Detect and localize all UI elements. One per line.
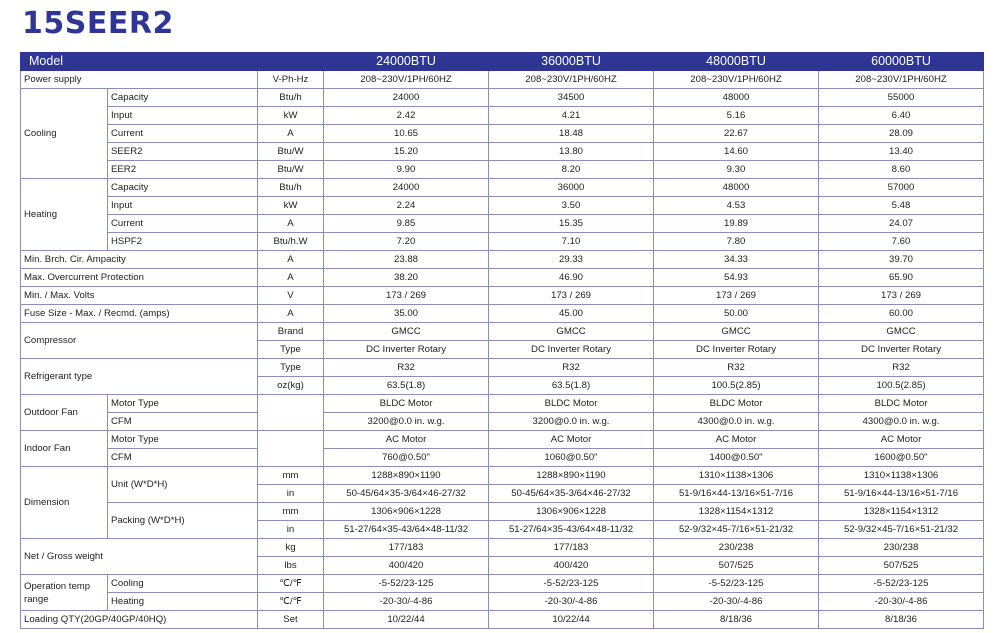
table-row bbox=[21, 305, 984, 323]
unit-cell: V bbox=[258, 287, 324, 305]
table-row bbox=[21, 611, 984, 629]
value-cell: DC Inverter Rotary bbox=[324, 341, 489, 359]
value-cell: 39.70 bbox=[819, 251, 984, 269]
value-cell: 50.00 bbox=[654, 305, 819, 323]
value-cell: -5-52/23-125 bbox=[654, 575, 819, 593]
unit-cell: mm bbox=[258, 503, 324, 521]
unit-cell: A bbox=[258, 251, 324, 269]
value-cell: 208~230V/1PH/60HZ bbox=[654, 71, 819, 89]
unit-cell: Brand bbox=[258, 323, 324, 341]
unit-cell: Type bbox=[258, 359, 324, 377]
table-row bbox=[21, 233, 984, 251]
group-label: Indoor Fan bbox=[21, 431, 108, 467]
value-cell: 173 / 269 bbox=[819, 287, 984, 305]
table-row bbox=[21, 395, 984, 413]
table-row bbox=[21, 269, 984, 287]
unit-cell: Btu/W bbox=[258, 161, 324, 179]
value-cell: 5.48 bbox=[819, 197, 984, 215]
unit-cell: Set bbox=[258, 611, 324, 629]
row-label: Max. Overcurrent Protection bbox=[21, 269, 258, 287]
value-cell: 7.60 bbox=[819, 233, 984, 251]
table-row bbox=[21, 503, 984, 521]
header-col: 48000BTU bbox=[654, 53, 819, 71]
value-cell: 52-9/32×45-7/16×51-21/32 bbox=[819, 521, 984, 539]
value-cell: 2.24 bbox=[324, 197, 489, 215]
row-label: Heating bbox=[108, 593, 258, 611]
table-row bbox=[21, 287, 984, 305]
unit-cell bbox=[258, 395, 324, 431]
value-cell: 507/525 bbox=[819, 557, 984, 575]
value-cell: 1306×906×1228 bbox=[324, 503, 489, 521]
group-label: Dimension bbox=[21, 467, 108, 539]
row-label: Packing (W*D*H) bbox=[108, 503, 258, 539]
table-row bbox=[21, 125, 984, 143]
unit-cell: A bbox=[258, 269, 324, 287]
row-label: SEER2 bbox=[108, 143, 258, 161]
value-cell: R32 bbox=[324, 359, 489, 377]
value-cell: 8/18/36 bbox=[819, 611, 984, 629]
value-cell: 28.09 bbox=[819, 125, 984, 143]
row-label: Capacity bbox=[108, 89, 258, 107]
value-cell: -5-52/23-125 bbox=[324, 575, 489, 593]
value-cell: 3.50 bbox=[489, 197, 654, 215]
table-row bbox=[21, 575, 984, 593]
value-cell: 208~230V/1PH/60HZ bbox=[489, 71, 654, 89]
value-cell: 7.80 bbox=[654, 233, 819, 251]
group-label: Net / Gross weight bbox=[21, 539, 258, 575]
value-cell: 208~230V/1PH/60HZ bbox=[819, 71, 984, 89]
value-cell: 50-45/64×35-3/64×46-27/32 bbox=[489, 485, 654, 503]
value-cell: 1328×1154×1312 bbox=[654, 503, 819, 521]
value-cell: 230/238 bbox=[819, 539, 984, 557]
value-cell: 177/183 bbox=[489, 539, 654, 557]
unit-cell: ℃/℉ bbox=[258, 593, 324, 611]
value-cell: 45.00 bbox=[489, 305, 654, 323]
value-cell: 13.80 bbox=[489, 143, 654, 161]
value-cell: 230/238 bbox=[654, 539, 819, 557]
value-cell: 9.30 bbox=[654, 161, 819, 179]
unit-cell: Btu/h bbox=[258, 179, 324, 197]
value-cell: 34.33 bbox=[654, 251, 819, 269]
value-cell: 57000 bbox=[819, 179, 984, 197]
unit-cell: Type bbox=[258, 341, 324, 359]
value-cell: 100.5(2.85) bbox=[819, 377, 984, 395]
value-cell: 1306×906×1228 bbox=[489, 503, 654, 521]
row-label: Unit (W*D*H) bbox=[108, 467, 258, 503]
value-cell: 52-9/32×45-7/16×51-21/32 bbox=[654, 521, 819, 539]
value-cell: 29.33 bbox=[489, 251, 654, 269]
value-cell: 10/22/44 bbox=[489, 611, 654, 629]
value-cell: 8.60 bbox=[819, 161, 984, 179]
value-cell: 400/420 bbox=[324, 557, 489, 575]
value-cell: 36000 bbox=[489, 179, 654, 197]
unit-cell: Btu/h bbox=[258, 89, 324, 107]
value-cell: -20-30/-4-86 bbox=[324, 593, 489, 611]
header-model: Model bbox=[21, 53, 324, 71]
value-cell: AC Motor bbox=[489, 431, 654, 449]
value-cell: DC Inverter Rotary bbox=[819, 341, 984, 359]
value-cell: AC Motor bbox=[654, 431, 819, 449]
row-label: CFM bbox=[108, 449, 258, 467]
value-cell: 7.10 bbox=[489, 233, 654, 251]
row-label: Current bbox=[108, 215, 258, 233]
value-cell: R32 bbox=[654, 359, 819, 377]
value-cell: 14.60 bbox=[654, 143, 819, 161]
group-label: Heating bbox=[21, 179, 108, 251]
value-cell: 15.20 bbox=[324, 143, 489, 161]
value-cell: 507/525 bbox=[654, 557, 819, 575]
value-cell: 48000 bbox=[654, 179, 819, 197]
group-label: Outdoor Fan bbox=[21, 395, 108, 431]
value-cell: 35.00 bbox=[324, 305, 489, 323]
value-cell: 173 / 269 bbox=[489, 287, 654, 305]
value-cell: 23.88 bbox=[324, 251, 489, 269]
unit-cell: kW bbox=[258, 107, 324, 125]
table-row bbox=[21, 323, 984, 341]
page-title: 15SEER2 bbox=[22, 6, 174, 41]
group-label: Refrigerant type bbox=[21, 359, 258, 395]
unit-cell: V-Ph-Hz bbox=[258, 71, 324, 89]
table-row bbox=[21, 449, 984, 467]
table-row bbox=[21, 71, 984, 89]
unit-cell: A bbox=[258, 125, 324, 143]
table-row bbox=[21, 251, 984, 269]
table-row bbox=[21, 539, 984, 557]
value-cell: 3200@0.0 in. w.g. bbox=[489, 413, 654, 431]
value-cell: 1310×1138×1306 bbox=[819, 467, 984, 485]
value-cell: 50-45/64×35-3/64×46-27/32 bbox=[324, 485, 489, 503]
unit-cell: A bbox=[258, 215, 324, 233]
row-label: Input bbox=[108, 107, 258, 125]
value-cell: 4.53 bbox=[654, 197, 819, 215]
value-cell: 1328×1154×1312 bbox=[819, 503, 984, 521]
value-cell: 9.85 bbox=[324, 215, 489, 233]
group-label: Compressor bbox=[21, 323, 258, 359]
row-label: Current bbox=[108, 125, 258, 143]
value-cell: 48000 bbox=[654, 89, 819, 107]
value-cell: 63.5(1.8) bbox=[489, 377, 654, 395]
value-cell: 1288×890×1190 bbox=[489, 467, 654, 485]
value-cell: 1310×1138×1306 bbox=[654, 467, 819, 485]
unit-cell: in bbox=[258, 485, 324, 503]
value-cell: 65.90 bbox=[819, 269, 984, 287]
value-cell: 1288×890×1190 bbox=[324, 467, 489, 485]
unit-cell: A bbox=[258, 305, 324, 323]
unit-cell: Btu/h.W bbox=[258, 233, 324, 251]
value-cell: 54.93 bbox=[654, 269, 819, 287]
value-cell: 4.21 bbox=[489, 107, 654, 125]
unit-cell: kg bbox=[258, 539, 324, 557]
value-cell: 3200@0.0 in. w.g. bbox=[324, 413, 489, 431]
value-cell: BLDC Motor bbox=[324, 395, 489, 413]
value-cell: 10.65 bbox=[324, 125, 489, 143]
value-cell: 51-27/64×35-43/64×48-11/32 bbox=[324, 521, 489, 539]
table-row bbox=[21, 359, 984, 377]
row-label: Loading QTY(20GP/40GP/40HQ) bbox=[21, 611, 258, 629]
row-label: Power supply bbox=[21, 71, 258, 89]
unit-cell: lbs bbox=[258, 557, 324, 575]
value-cell: 13.40 bbox=[819, 143, 984, 161]
value-cell: GMCC bbox=[819, 323, 984, 341]
table-header-row bbox=[21, 53, 984, 71]
value-cell: -20-30/-4-86 bbox=[654, 593, 819, 611]
row-label: Motor Type bbox=[108, 431, 258, 449]
value-cell: 4300@0.0 in. w.g. bbox=[654, 413, 819, 431]
value-cell: 173 / 269 bbox=[324, 287, 489, 305]
value-cell: 24.07 bbox=[819, 215, 984, 233]
value-cell: 1060@0.50" bbox=[489, 449, 654, 467]
group-label: Operation temp range bbox=[21, 575, 108, 611]
value-cell: DC Inverter Rotary bbox=[489, 341, 654, 359]
spec-table bbox=[20, 52, 984, 629]
value-cell: 10/22/44 bbox=[324, 611, 489, 629]
row-label: Min. Brch. Cir. Ampacity bbox=[21, 251, 258, 269]
unit-cell: oz(kg) bbox=[258, 377, 324, 395]
value-cell: BLDC Motor bbox=[489, 395, 654, 413]
value-cell: 22.67 bbox=[654, 125, 819, 143]
value-cell: 4300@0.0 in. w.g. bbox=[819, 413, 984, 431]
value-cell: 2.42 bbox=[324, 107, 489, 125]
value-cell: GMCC bbox=[324, 323, 489, 341]
header-col: 36000BTU bbox=[489, 53, 654, 71]
value-cell: -5-52/23-125 bbox=[819, 575, 984, 593]
value-cell: -20-30/-4-86 bbox=[489, 593, 654, 611]
value-cell: 38.20 bbox=[324, 269, 489, 287]
row-label: Cooling bbox=[108, 575, 258, 593]
row-label: Input bbox=[108, 197, 258, 215]
value-cell: 173 / 269 bbox=[654, 287, 819, 305]
row-label: HSPF2 bbox=[108, 233, 258, 251]
row-label: CFM bbox=[108, 413, 258, 431]
value-cell: 51-27/64×35-43/64×48-11/32 bbox=[489, 521, 654, 539]
value-cell: 6.40 bbox=[819, 107, 984, 125]
value-cell: 8/18/36 bbox=[654, 611, 819, 629]
table-row bbox=[21, 197, 984, 215]
value-cell: 8.20 bbox=[489, 161, 654, 179]
value-cell: 100.5(2.85) bbox=[654, 377, 819, 395]
value-cell: BLDC Motor bbox=[819, 395, 984, 413]
row-label: EER2 bbox=[108, 161, 258, 179]
value-cell: 400/420 bbox=[489, 557, 654, 575]
value-cell: -5-52/23-125 bbox=[489, 575, 654, 593]
value-cell: 46.90 bbox=[489, 269, 654, 287]
table-row bbox=[21, 467, 984, 485]
row-label: Fuse Size - Max. / Recmd. (amps) bbox=[21, 305, 258, 323]
table-row bbox=[21, 89, 984, 107]
unit-cell bbox=[258, 431, 324, 467]
value-cell: 24000 bbox=[324, 179, 489, 197]
value-cell: R32 bbox=[489, 359, 654, 377]
header-col: 24000BTU bbox=[324, 53, 489, 71]
value-cell: 177/183 bbox=[324, 539, 489, 557]
value-cell: 760@0.50" bbox=[324, 449, 489, 467]
value-cell: -20-30/-4-86 bbox=[819, 593, 984, 611]
unit-cell: mm bbox=[258, 467, 324, 485]
value-cell: 18.48 bbox=[489, 125, 654, 143]
header-col: 60000BTU bbox=[819, 53, 984, 71]
value-cell: 15.35 bbox=[489, 215, 654, 233]
value-cell: R32 bbox=[819, 359, 984, 377]
value-cell: 208~230V/1PH/60HZ bbox=[324, 71, 489, 89]
table-row bbox=[21, 161, 984, 179]
value-cell: 63.5(1.8) bbox=[324, 377, 489, 395]
group-label: Cooling bbox=[21, 89, 108, 179]
value-cell: 60.00 bbox=[819, 305, 984, 323]
value-cell: AC Motor bbox=[819, 431, 984, 449]
table-row bbox=[21, 143, 984, 161]
table-row bbox=[21, 179, 984, 197]
table-row bbox=[21, 431, 984, 449]
value-cell: DC Inverter Rotary bbox=[654, 341, 819, 359]
value-cell: 1400@0.50" bbox=[654, 449, 819, 467]
unit-cell: Btu/W bbox=[258, 143, 324, 161]
value-cell: GMCC bbox=[489, 323, 654, 341]
table-row bbox=[21, 593, 984, 611]
value-cell: 51-9/16×44-13/16×51-7/16 bbox=[819, 485, 984, 503]
value-cell: 34500 bbox=[489, 89, 654, 107]
value-cell: 51-9/16×44-13/16×51-7/16 bbox=[654, 485, 819, 503]
value-cell: 24000 bbox=[324, 89, 489, 107]
value-cell: AC Motor bbox=[324, 431, 489, 449]
unit-cell: ℃/℉ bbox=[258, 575, 324, 593]
value-cell: 55000 bbox=[819, 89, 984, 107]
unit-cell: kW bbox=[258, 197, 324, 215]
row-label: Capacity bbox=[108, 179, 258, 197]
value-cell: 5.16 bbox=[654, 107, 819, 125]
table-row bbox=[21, 215, 984, 233]
value-cell: BLDC Motor bbox=[654, 395, 819, 413]
table-row bbox=[21, 413, 984, 431]
value-cell: 7.20 bbox=[324, 233, 489, 251]
value-cell: 9.90 bbox=[324, 161, 489, 179]
value-cell: 19.89 bbox=[654, 215, 819, 233]
value-cell: 1600@0.50" bbox=[819, 449, 984, 467]
row-label: Min. / Max. Volts bbox=[21, 287, 258, 305]
value-cell: GMCC bbox=[654, 323, 819, 341]
table-row bbox=[21, 107, 984, 125]
row-label: Motor Type bbox=[108, 395, 258, 413]
unit-cell: in bbox=[258, 521, 324, 539]
